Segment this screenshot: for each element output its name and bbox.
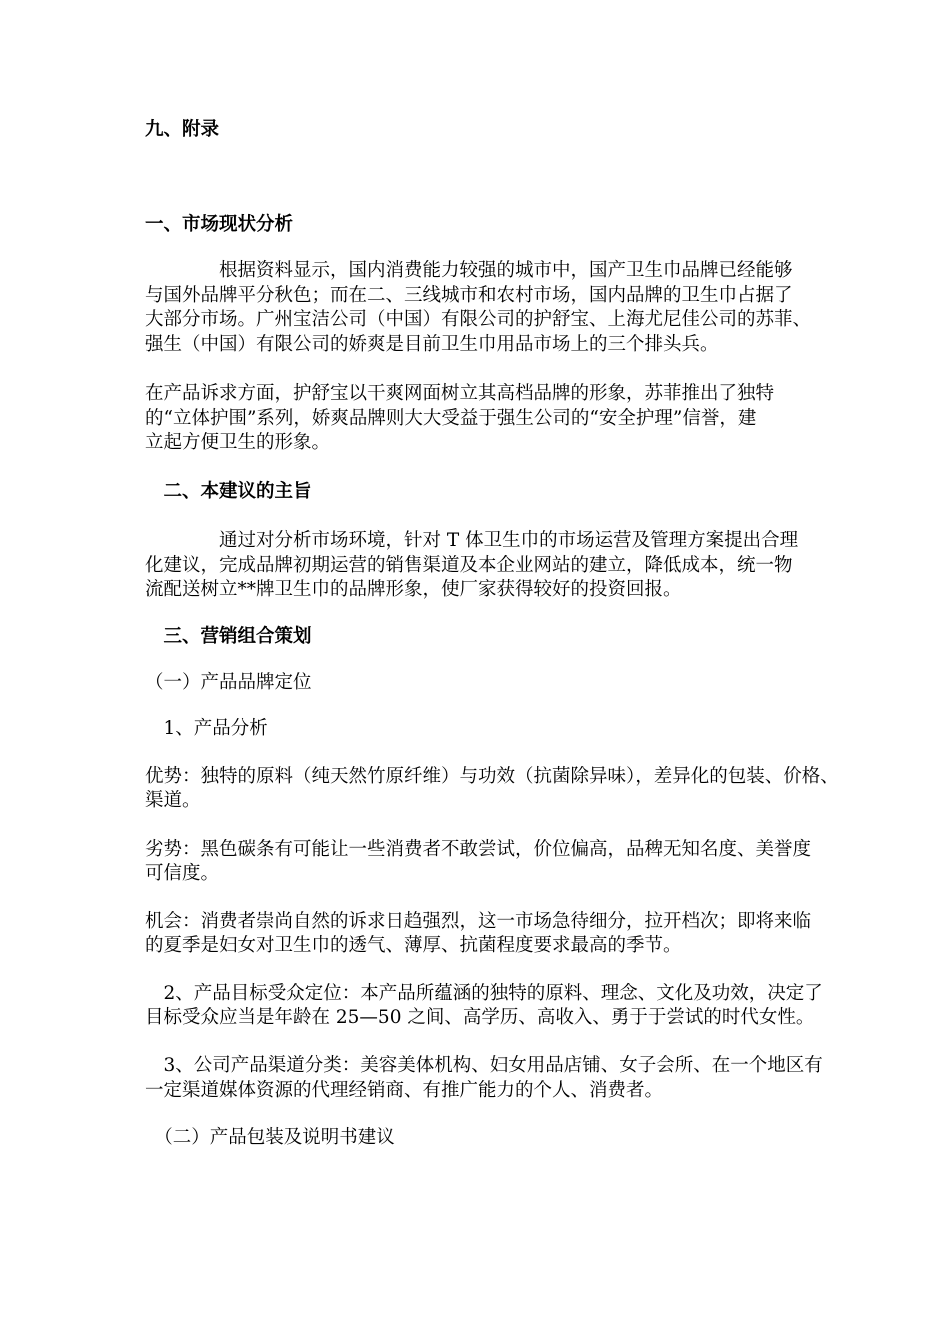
paragraph-line: 通过对分析市场环境，针对 T 体卫生巾的市场运营及管理方案提出合理 bbox=[145, 530, 799, 551]
channels-line: 3、公司产品渠道分类：美容美体机构、妇女用品店铺、女子会所、在一个地区有 bbox=[145, 1055, 823, 1076]
weaknesses-line: 劣势：黑色碳条有可能让一些消费者不敢尝试，价位偏高，品稗无知名度、美誉度 bbox=[145, 839, 812, 860]
paragraph-line: 的“立体护围”系列，娇爽品牌则大大受益于强生公司的“安全护理”信誉，建 bbox=[145, 408, 757, 429]
paragraph-line: 根据资料显示，国内消费能力较强的城市中，国产卫生巾品牌已经能够 bbox=[145, 260, 793, 281]
paragraph-line: 立起方便卫生的形象。 bbox=[145, 432, 331, 453]
section2-heading: 二、本建议的主旨 bbox=[145, 481, 312, 502]
item-heading: 1、产品分析 bbox=[145, 718, 268, 739]
strengths-line: 优势：独特的原料（纯天然竹原纤维）与功效（抗菌除异味），差异化的包装、价格、 bbox=[145, 766, 839, 787]
paragraph-line: 化建议，完成品牌初期运营的销售渠道及本企业网站的建立，降低成本，统一物 bbox=[145, 555, 793, 576]
paragraph-line: 与国外品牌平分秋色；而在二、三线城市和农村市场，国内品牌的卫生巾占据了 bbox=[145, 285, 793, 306]
paragraph-line: 流配送树立**牌卫生巾的品牌形象，使厂家获得较好的投资回报。 bbox=[145, 579, 682, 600]
opportunities-line: 机会：消费者崇尚自然的诉求日趋强烈，这一市场急待细分，拉开档次；即将来临 bbox=[145, 911, 812, 932]
opportunities-line: 的夏季是妇女对卫生巾的透气、薄厚、抗菌程度要求最高的季节。 bbox=[145, 935, 682, 956]
target-audience-line: 2、产品目标受众定位：本产品所蕴涵的独特的原料、理念、文化及功效，决定了 bbox=[145, 983, 823, 1004]
weaknesses-line: 可信度。 bbox=[145, 863, 220, 884]
paragraph-line: 大部分市场。广州宝洁公司（中国）有限公司的护舒宝、上海尤尼佳公司的苏菲、 bbox=[145, 309, 812, 330]
paragraph-line: 强生（中国）有限公司的娇爽是目前卫生巾用品市场上的三个排头兵。 bbox=[145, 334, 719, 355]
subsection-heading: （一）产品品牌定位 bbox=[145, 672, 312, 693]
subsection-heading: （二）产品包装及说明书建议 bbox=[145, 1127, 395, 1148]
target-audience-line: 目标受众应当是年龄在 25—50 之间、高学历、高收入、勇于于尝试的时代女性。 bbox=[145, 1007, 815, 1028]
section3-heading: 三、营销组合策划 bbox=[145, 626, 312, 647]
section1-heading: 一、市场现状分析 bbox=[145, 214, 294, 235]
strengths-line: 渠道。 bbox=[145, 790, 201, 811]
appendix-heading: 九、附录 bbox=[145, 119, 220, 140]
channels-line: 一定渠道媒体资源的代理经销商、有推广能力的个人、消费者。 bbox=[145, 1080, 664, 1101]
paragraph-line: 在产品诉求方面，护舒宝以干爽网面树立其高档品牌的形象，苏菲推出了独特 bbox=[145, 383, 775, 404]
